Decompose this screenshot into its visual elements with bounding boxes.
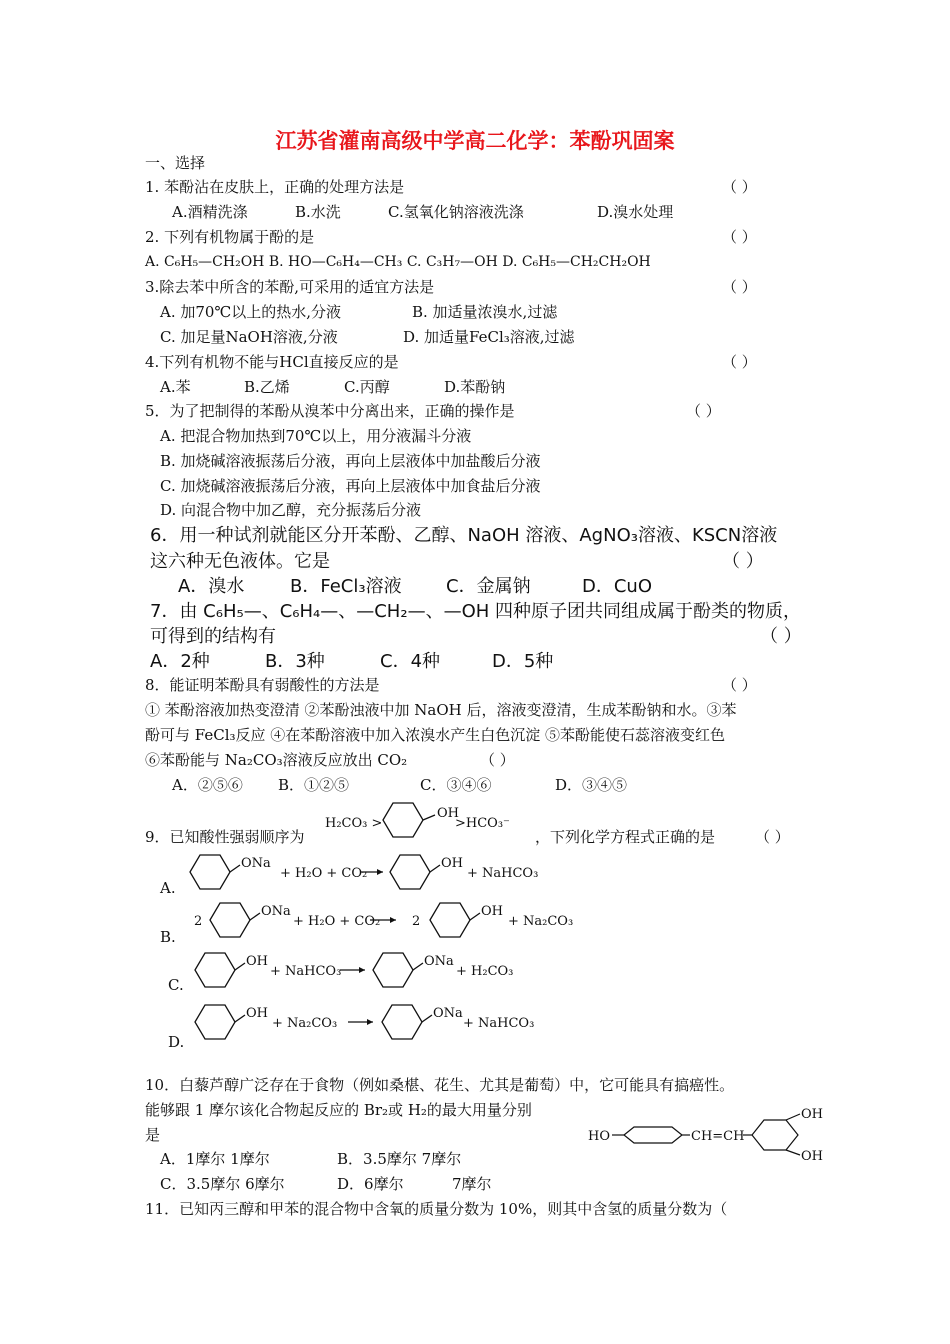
q7-bracket: （ ） [760,626,802,647]
q9-equation-c [190,943,530,993]
acid-order-right: >HCO₃⁻ [455,816,510,831]
struct-linker: CH=CH [691,1129,745,1144]
q4-option-b: B.乙烯 [244,378,290,396]
q3-option-c: C. 加足量NaOH溶液,分液 [160,328,338,346]
eq-a-products: + NaHCO₃ [467,866,539,881]
q2-stem: 2. 下列有机物属于酚的是 [145,228,315,246]
q10-line-2: 能够跟 1 摩尔该化合物起反应的 Br₂或 H₂的最大用量分别 [145,1101,532,1119]
eq-d-reagents: + Na₂CO₃ [272,1016,338,1031]
q5-option-c: C. 加烧碱溶液振荡后分液，再向上层液体中加食盐后分液 [160,477,541,495]
page-title: 江苏省灌南高级中学高二化学：苯酚巩固案 [275,129,675,153]
arrow-head-icon [367,1019,373,1025]
q6-option-c: C．金属钠 [446,576,531,597]
q9-equation-d [190,995,550,1045]
q9-stem-tail: ，下列化学方程式正确的是 [535,828,716,846]
eq-b-reactant-group: ONa [261,904,291,919]
benzene-ring-icon [430,903,470,937]
benzene-ring-icon [190,855,230,889]
q2-options: A. C₆H₅—CH₂OH B. HO—C₆H₄—CH₃ C. C₃H₇—OH D. C₆H₅—CH₂CH₂OH [145,254,651,270]
q10-line-3: 是 [145,1126,161,1144]
eq-a-reagents: + H₂O + CO₂ [280,866,368,881]
q5-stem: 5．为了把制得的苯酚从溴苯中分离出来，正确的操作是 [145,402,515,420]
benzene-ring-icon [624,1127,682,1143]
eq-a-product-group: OH [441,856,463,871]
q7-option-b: B．3种 [265,651,325,672]
q1-option-a: A.酒精洗涤 [172,203,248,221]
q5-bracket: （ ） [686,402,721,420]
section-heading: 一、选择 [145,154,206,172]
q10-option-b: B．3.5摩尔 7摩尔 [337,1150,462,1168]
q5-option-d: D. 向混合物中加乙醇，充分振荡后分液 [160,501,422,519]
q9-equation-a [185,845,565,895]
resveratrol-structure [588,1103,838,1165]
q8-bracket: （ ） [722,676,757,694]
q6-bracket: （ ） [722,551,764,572]
q9-equation-b [190,893,590,943]
q11-stem: 11．已知丙三醇和甲苯的混合物中含氧的质量分数为 10%，则其中含氢的质量分数为（ [145,1200,728,1218]
struct-oh-top: OH [801,1107,823,1122]
q8-stem: 8．能证明苯酚具有弱酸性的方法是 [145,676,380,694]
q7-option-a: A．2种 [150,651,210,672]
q4-bracket: （ ） [722,353,757,371]
acid-order-left: H₂CO₃ > [325,816,383,831]
q6-option-b: B．FeCl₃溶液 [290,576,402,597]
q1-option-c: C.氢氧化钠溶液洗涤 [388,203,524,221]
arrow-head-icon [390,917,396,923]
q8-option-d: D．③④⑤ [555,776,628,794]
q3-option-b: B. 加适量浓溴水,过滤 [412,303,558,321]
q5-option-a: A. 把混合物加热到70℃以上，用分液漏斗分液 [160,427,472,445]
q7-line-1: 7．由 C₆H₅—、C₆H₄—、—CH₂—、—OH 四种原子团共同组成属于酚类的物质， [150,601,801,622]
q7-line-2: 可得到的结构有 [150,626,276,647]
q1-stem: 1. 苯酚沾在皮肤上，正确的处理方法是 [145,178,405,196]
q9-label-a: A. [160,879,176,897]
eq-d-product-group: ONa [433,1006,463,1021]
benzene-ring-icon [373,953,413,987]
eq-b-product-group: OH [481,904,503,919]
q10-option-a: A．1摩尔 1摩尔 [160,1150,270,1168]
q6-line-2: 这六种无色液体。它是 [150,551,330,572]
q8-line-3: ⑥苯酚能与 Na₂CO₃溶液反应放出 CO₂ [145,751,408,769]
eq-b-coefficient-1: 2 [194,914,203,929]
benzene-ring-icon [195,1005,235,1039]
q10-option-d-value-2: 7摩尔 [452,1175,492,1193]
q6-option-a: A．溴水 [178,576,245,597]
eq-d-products: + NaHCO₃ [463,1016,535,1031]
benzene-ring-icon [195,953,235,987]
q10-option-d: D．6摩尔 [337,1175,404,1193]
q9-stem: 9．已知酸性强弱顺序为 [145,828,305,846]
q3-stem: 3.除去苯中所含的苯酚,可采用的适宜方法是 [145,278,435,296]
benzene-ring-icon [382,1005,422,1039]
eq-b-products: + Na₂CO₃ [508,914,574,929]
q4-option-a: A.苯 [160,378,191,396]
q9-bracket: （ ） [755,828,790,846]
q8-option-b: B．①②⑤ [278,776,350,794]
q7-option-d: D．5种 [492,651,554,672]
q9-label-d: D. [168,1033,185,1051]
q10-line-1: 10．白藜芦醇广泛存在于食物（例如桑椹、花生、尤其是葡萄）中，它可能具有搞癌性。 [145,1076,735,1094]
q4-option-d: D.苯酚钠 [444,378,506,396]
acid-order-diagram [325,795,535,845]
q6-line-1: 6．用一种试剂就能区分开苯酚、乙醇、NaOH 溶液、AgNO₃溶液、KSCN溶液 [150,525,778,546]
q3-option-d: D. 加适量FeCl₃溶液,过滤 [403,328,575,346]
q5-option-b: B. 加烧碱溶液振荡后分液，再向上层液体中加盐酸后分液 [160,452,541,470]
q7-option-c: C．4种 [380,651,441,672]
eq-d-reactant-group: OH [246,1006,268,1021]
struct-ho: HO [588,1129,610,1144]
benzene-ring-icon [383,803,423,837]
q1-option-b: B.水洗 [295,203,341,221]
struct-oh-bottom: OH [801,1149,823,1164]
q8-bracket-2: （ ） [480,751,515,769]
q8-line-1: ① 苯酚溶液加热变澄清 ②苯酚浊液中加 NaOH 后，溶液变澄清，生成苯酚钠和水。③苯 [145,701,737,719]
eq-c-products: + H₂CO₃ [456,964,514,979]
q2-bracket: （ ） [722,228,757,246]
q9-label-c: C. [168,976,184,994]
benzene-ring-icon [752,1120,798,1150]
q8-option-c: C．③④⑥ [420,776,492,794]
q6-option-d: D．CuO [582,576,653,597]
benzene-ring-icon [210,903,250,937]
acid-order-oh: OH [437,806,459,821]
q4-option-c: C.丙醇 [344,378,390,396]
benzene-ring-icon [390,855,430,889]
eq-a-reactant-group: ONa [241,856,271,871]
q3-bracket: （ ） [722,278,757,296]
q3-option-a: A. 加70℃以上的热水,分液 [160,303,342,321]
q4-stem: 4.下列有机物不能与HCl直接反应的是 [145,353,399,371]
q1-bracket: （ ） [722,178,757,196]
arrow-head-icon [359,967,365,973]
q1-option-d: D.溴水处理 [597,203,674,221]
q9-label-b: B. [160,928,176,946]
eq-b-coefficient-2: 2 [412,914,421,929]
q10-option-c: C．3.5摩尔 6摩尔 [160,1175,285,1193]
eq-c-reagents: + NaHCO₃ [270,964,342,979]
eq-c-reactant-group: OH [246,954,268,969]
eq-b-reagents: + H₂O + CO₂ [293,914,381,929]
eq-c-product-group: ONa [424,954,454,969]
arrow-head-icon [377,869,383,875]
q8-line-2: 酚可与 FeCl₃反应 ④在苯酚溶液中加入浓溴水产生白色沉淀 ⑤苯酚能使石蕊溶液变红色 [145,726,726,744]
q8-option-a: A．②⑤⑥ [172,776,243,794]
